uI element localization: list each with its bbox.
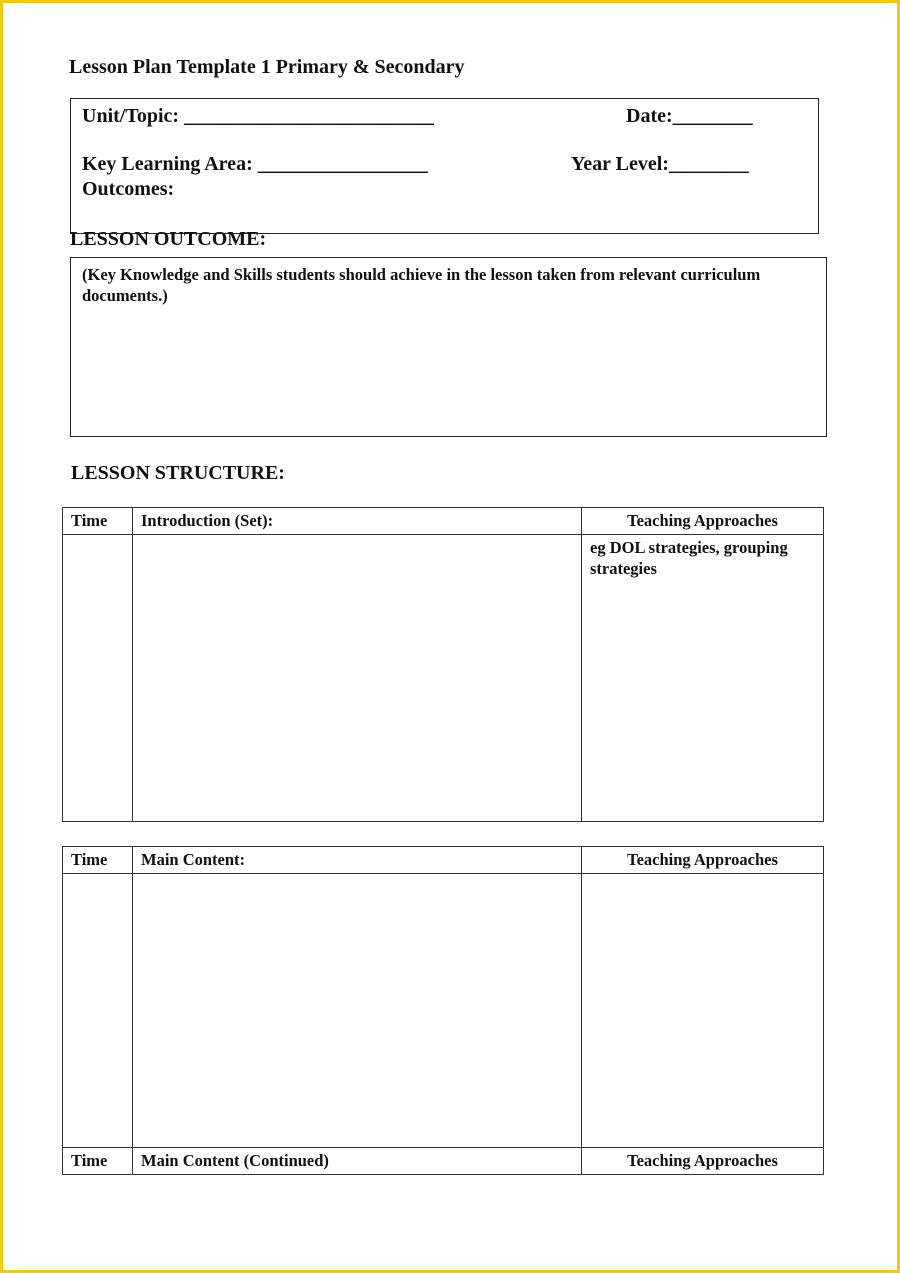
- introduction-header-cell: [133, 508, 582, 535]
- main-content-table: [62, 846, 824, 1175]
- introduction-table: [62, 507, 824, 822]
- time-header-cell: [63, 1148, 133, 1175]
- teaching-approaches-input-cell[interactable]: [582, 535, 824, 822]
- time-header: Time: [71, 850, 108, 869]
- introduction-header: Introduction (Set):: [141, 511, 274, 530]
- main-content-continued-header: Main Content (Continued): [141, 1151, 329, 1170]
- time-header-cell: [63, 847, 133, 874]
- teaching-approaches-header-cell: [582, 1148, 824, 1175]
- unit-topic-field[interactable]: Unit/Topic: _________________________: [82, 105, 435, 127]
- main-content-header: Main Content:: [141, 850, 246, 869]
- time-header: Time: [71, 1151, 108, 1170]
- teaching-approaches-header: Teaching Approaches: [627, 850, 778, 869]
- year-level-field[interactable]: Year Level:________: [571, 153, 749, 175]
- teaching-approaches-header-cell: [582, 508, 824, 535]
- teaching-approaches-header: Teaching Approaches: [627, 1151, 778, 1170]
- outcomes-field[interactable]: Outcomes:: [82, 178, 175, 200]
- teaching-approaches-input-cell[interactable]: [582, 874, 824, 1148]
- main-content-continued-header-cell: [133, 1148, 582, 1175]
- time-header-cell: [63, 508, 133, 535]
- lesson-info-box: [70, 98, 819, 234]
- main-content-header-cell: [133, 847, 582, 874]
- main-content-input-cell[interactable]: [133, 874, 582, 1148]
- teaching-approaches-note: eg DOL strategies, grouping strategies: [590, 538, 788, 578]
- date-field[interactable]: Date:________: [626, 105, 753, 127]
- introduction-input-cell[interactable]: [133, 535, 582, 822]
- time-input-cell[interactable]: [63, 535, 133, 822]
- teaching-approaches-header: Teaching Approaches: [627, 511, 778, 530]
- lesson-structure-heading: LESSON STRUCTURE:: [71, 462, 285, 484]
- document-title: Lesson Plan Template 1 Primary & Secondary: [69, 56, 465, 78]
- teaching-approaches-header-cell: [582, 847, 824, 874]
- lesson-outcome-box[interactable]: [70, 257, 827, 437]
- time-input-cell[interactable]: [63, 874, 133, 1148]
- key-learning-area-field[interactable]: Key Learning Area: _________________: [82, 153, 428, 175]
- lesson-outcome-heading: LESSON OUTCOME:: [70, 228, 267, 250]
- time-header: Time: [71, 511, 108, 530]
- lesson-outcome-instructions: (Key Knowledge and Skills students should achieve in the lesson taken from relevant curriculum documents.): [82, 265, 761, 305]
